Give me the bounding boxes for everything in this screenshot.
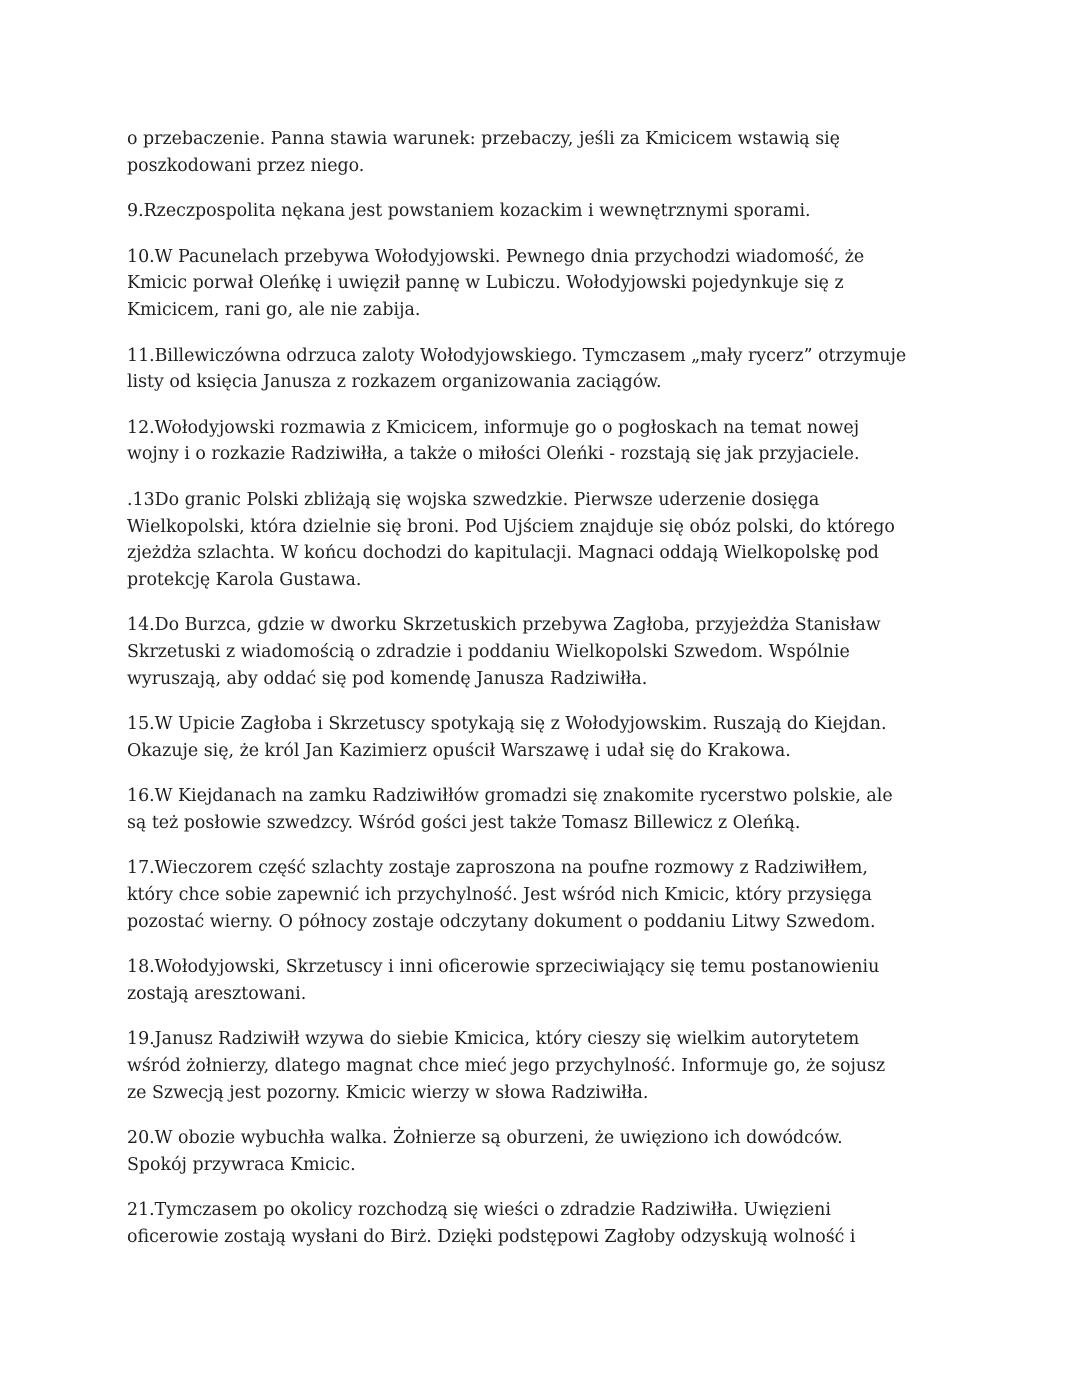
paragraph-continuation: o przebaczenie. Panna stawia warunek: przebaczy, jeśli za Kmicicem wstawią się poszkodowani przez niego. [127,129,840,176]
paragraph-14: 14.Do Burzca, gdzie w dworku Skrzetuskich przebywa Zagłoba, przyjeżdża Stanisław Skrzetuski z wiadomością o zdradzie i poddaniu Wielkopolski Szwedom. Wspólnie wyruszają, aby oddać się pod komendę Janusza Radziwiłła. [127,615,881,689]
document-page [127,126,957,1270]
paragraph-20: 20.W obozie wybuchła walka. Żołnierze są oburzeni, że uwięziono ich dowódców. Spokój przywraca Kmicic. [127,1128,843,1175]
paragraph-19: 19.Janusz Radziwiłł wzywa do siebie Kmicica, który cieszy się wielkim autorytetem wśród żołnierzy, dlatego magnat chce mieć jego przychylność. Informuje go, że sojusz ze Szwecją jest pozorny. Kmicic wierzy w słowa Radziwiłła. [127,1029,886,1103]
paragraph-15: 15.W Upicie Zagłoba i Skrzetuscy spotykają się z Wołodyjowskim. Ruszają do Kiejdan. Okazuje się, że król Jan Kazimierz opuścił Warszawę i udał się do Krakowa. [127,714,887,761]
paragraph-21: 21.Tymczasem po okolicy rozchodzą się wieści o zdradzie Radziwiłła. Uwięzieni oficerowie zostają wysłani do Birż. Dzięki podstępowi Zagłoby odzyskują wolność i [127,1200,856,1247]
paragraph-17: 17.Wieczorem część szlachty zostaje zaproszona na poufne rozmowy z Radziwiłłem, który chce sobie zapewnić ich przychylność. Jest wśród nich Kmicic, który przysięga pozostać wierny. O północy zostaje odczytany dokument o poddaniu Litwy Szwedom. [127,858,876,932]
paragraph-18: 18.Wołodyjowski, Skrzetuscy i inni oficerowie sprzeciwiający się temu postanowieniu zostają aresztowani. [127,957,880,1004]
paragraph-9: 9.Rzeczpospolita nękana jest powstaniem kozackim i wewnętrznymi sporami. [127,201,811,222]
paragraph-11: 11.Billewiczówna odrzuca zaloty Wołodyjowskiego. Tymczasem „mały rycerz” otrzymuje listy od księcia Janusza z rozkazem organizowania zaciągów. [127,345,907,393]
paragraph-12: 12.Wołodyjowski rozmawia z Kmicicem, informuje go o pogłoskach na temat nowej wojny i o rozkazie Radziwiłła, a także o miłości Oleńki - rozstają się jak przyjaciele. [127,417,860,465]
paragraph-13: .13Do granic Polski zbliżają się wojska szwedzkie. Pierwsze uderzenie dosięga Wielkopolski, która dzielnie się broni. Pod Ujściem znajduje się obóz polski, do którego zjeżdża szlachta. W końcu dochodzi do kapitulacji. Magnaci oddają Wielkopolskę pod protekcję Karola Gustawa. [127,489,895,590]
paragraph-10: 10.W Pacunelach przebywa Wołodyjowski. Pewnego dnia przychodzi wiadomość, że Kmicic porwał Oleńkę i uwięził pannę w Lubiczu. Wołodyjowski pojedynkuje się z Kmicicem, rani go, ale nie zabija. [127,246,865,320]
paragraph-16: 16.W Kiejdanach na zamku Radziwiłłów gromadzi się znakomite rycerstwo polskie, ale są też posłowie szwedzcy. Wśród gości jest także Tomasz Billewicz z Oleńką. [127,786,893,833]
